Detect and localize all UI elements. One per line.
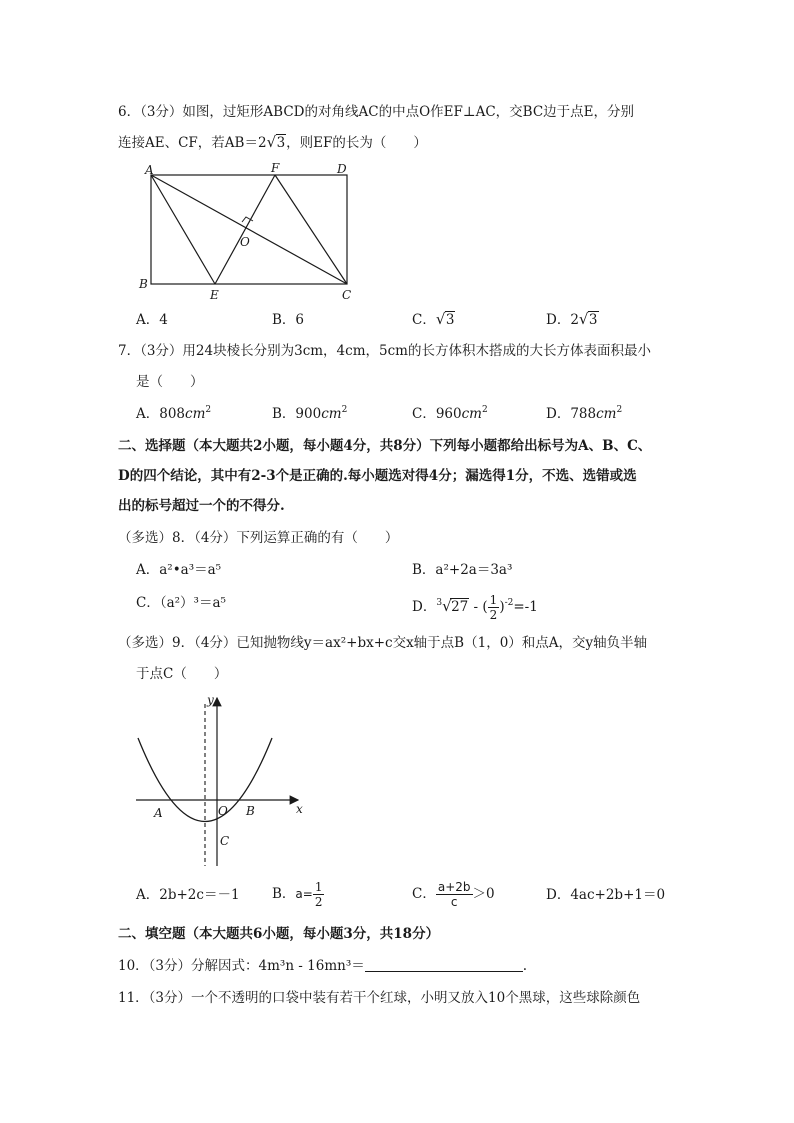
q10-stem: 10．（3分）分解因式：4m³n - 16mn³＝ . — [118, 958, 528, 974]
section-fill-title: 二、填空题（本大题共6小题，每小题3分，共18分） — [118, 926, 440, 942]
q9-option-d: D．4ac+2b+1＝0 — [546, 887, 666, 903]
q6-stem-line1: 6．（3分）如图，过矩形ABCD的对角线AC的中点O作EF⊥AC，交BC边于点E，分别 — [118, 104, 634, 120]
label-A: A — [154, 806, 163, 820]
q8-option-b: B．a²+2a＝3a³ — [412, 562, 513, 578]
q8-option-a: A．a²•a³＝a⁵ — [136, 562, 222, 578]
section-choice-line2: D的四个结论，其中有2-3个是正确的.每小题选对得4分；漏选得1分，不选、选错或选 — [118, 468, 637, 484]
q6-option-a: A．4 — [136, 312, 168, 328]
q7-option-d: D．$788cm^2$ — [546, 405, 623, 422]
sqrt-3: √ 3 — [578, 310, 598, 328]
q9-stem-line2: 于点C（ ） — [136, 666, 228, 682]
q8-option-c: C．（a²）³＝a⁵ — [136, 595, 226, 611]
q6-rectangle-figure — [136, 160, 366, 305]
q9-option-b: B．a= $\frac{1}{2}$ — [272, 880, 323, 909]
fraction-a-plus-2b-over-c: $\frac{a+2b}{c}$ — [437, 880, 471, 909]
q6-stem-line2-post: ，则EF的长为（ ） — [286, 135, 427, 151]
q6-option-d: D．2 √ 3 — [546, 310, 598, 328]
label-C: C — [342, 288, 352, 302]
q7-stem-line2: 是（ ） — [136, 374, 204, 390]
cube-root-27: √ 27 — [442, 597, 469, 615]
fraction-one-half: $\frac{1}{2}$ — [489, 593, 498, 622]
q6-option-b: B．6 — [272, 312, 305, 328]
q7-option-b: B．$900cm^2$ — [272, 405, 348, 422]
q6-stem-line2 — [118, 133, 427, 153]
label-O: O — [218, 804, 228, 818]
label-O: O — [240, 235, 250, 249]
label-B: B — [246, 804, 255, 818]
q9-option-a: A．2b+2c＝－1 — [136, 887, 240, 903]
label-C: C — [220, 834, 230, 848]
q11-stem: 11．（3分）一个不透明的口袋中装有若干个红球，小明又放入10个黑球，这些球除颜色 — [118, 990, 641, 1006]
axis-label-x: x — [296, 802, 303, 816]
section-choice-line3: 出的标号超过一个的不得分. — [118, 498, 285, 514]
sqrt-3: √ 3 — [435, 310, 455, 328]
label-E: E — [210, 288, 219, 302]
q8-stem: （多选）8．（4分）下列运算正确的有（ ） — [118, 530, 399, 546]
q9-option-c: C． $\frac{a+2b}{c}$ ＞0 — [412, 880, 495, 909]
sqrt-3: √ 3 — [266, 133, 286, 151]
fraction-one-half: $\frac{1}{2}$ — [314, 880, 323, 909]
q7-option-a: A．$808cm^2$ — [136, 405, 212, 422]
label-A: A — [145, 163, 154, 177]
label-D: D — [337, 162, 347, 176]
section-choice-line1: 二、选择题（本大题共2小题，每小题4分，共8分）下列每小题都给出标号为A、B、C、 — [118, 438, 652, 454]
q6-option-c: C． √ 3 — [412, 310, 455, 328]
answer-blank[interactable] — [365, 957, 523, 972]
q8-option-d: D．$^3$ √ 27 - ( $\frac{1}{2}$ )$^{-2}$=-1 — [412, 593, 538, 622]
q9-parabola-graph — [130, 690, 320, 870]
q7-option-c: C．$960cm^2$ — [412, 405, 488, 422]
axis-label-y: y — [207, 693, 214, 707]
q9-stem-line1: （多选）9．（4分）已知抛物线y＝ax²+bx+c交x轴于点B（1，0）和点A，交y轴负半轴 — [118, 635, 648, 651]
label-F: F — [271, 161, 280, 175]
q7-stem-line1: 7．（3分）用24块棱长分别为3cm，4cm，5cm的长方体积木搭成的大长方体表面积最小 — [118, 343, 651, 359]
label-B: B — [139, 277, 148, 291]
q6-stem-line2-pre: 连接AE、CF，若AB＝2 — [118, 135, 267, 151]
